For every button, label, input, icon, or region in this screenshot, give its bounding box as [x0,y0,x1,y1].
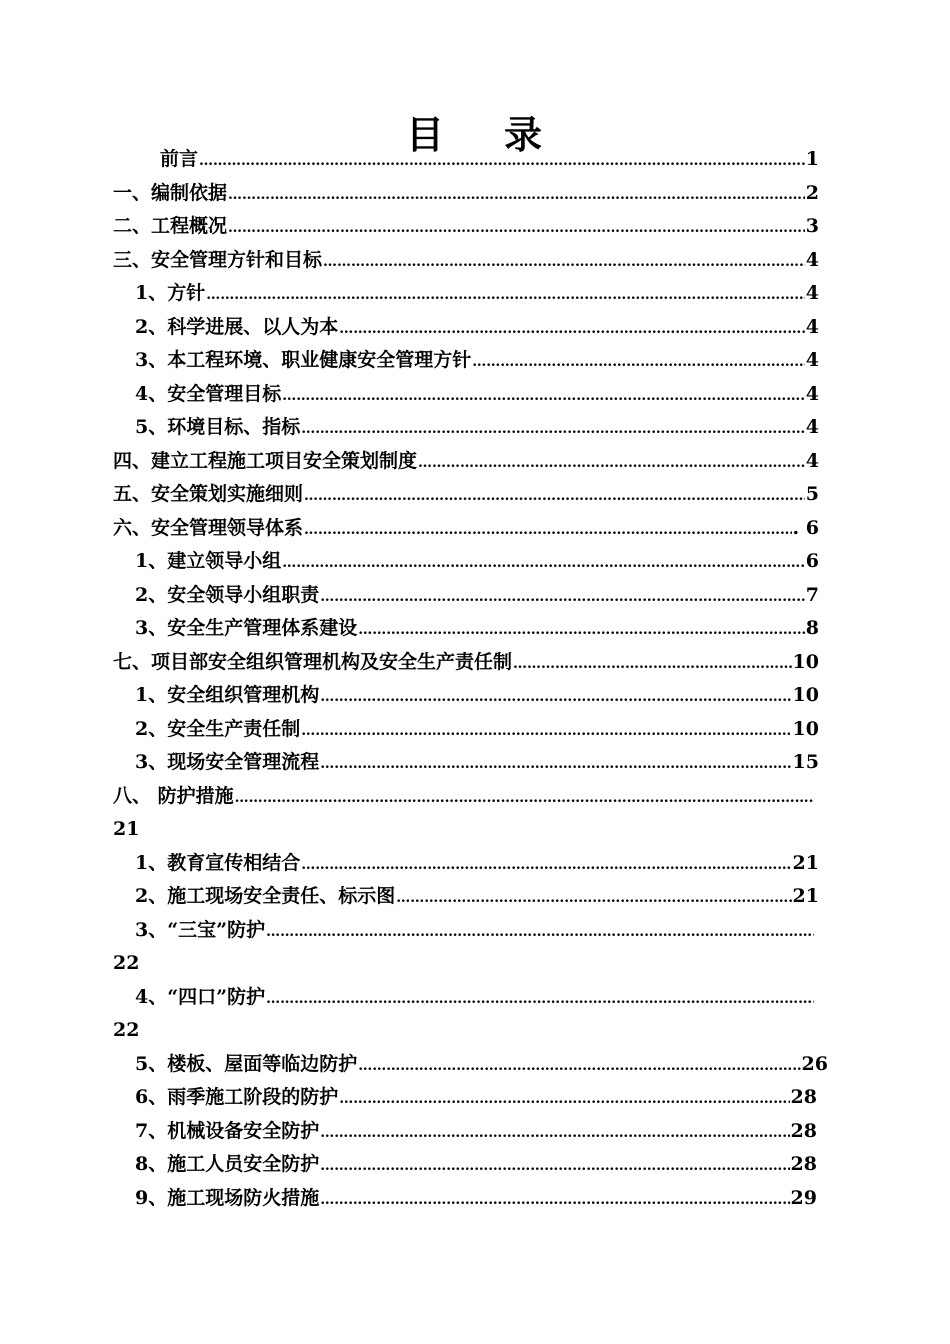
toc-leader [320,1117,789,1151]
toc-label: 五、安全策划实施细则 [113,483,304,505]
toc-page: 2 [805,181,819,204]
toc-entry-section-3-3[interactable] [0,344,950,378]
toc-page: 4 [805,282,819,304]
toc-label: 3、现场安全管理流程 [135,751,320,773]
toc-label: 三、安全管理方针和目标 [113,248,323,271]
toc-leader [339,1083,789,1117]
toc-page: 4 [805,382,819,405]
toc-label: 3、“三宝”防护 [135,918,266,941]
toc-leader [358,614,805,648]
toc-entry-section-8-1[interactable] [0,847,950,881]
toc-label: 1、安全组织管理机构 [135,684,320,706]
toc-entry-section-4[interactable] [0,445,950,479]
toc-page: 15 [792,751,819,773]
toc-leader [304,480,805,514]
toc-leader [320,748,791,782]
toc-leader [228,179,805,213]
toc-entry-section-8-3-page [0,947,950,981]
toc-entry-section-8-4[interactable] [0,981,950,1015]
title-char-1: 目 [405,113,446,157]
toc-label: 八、 防护措施 [113,784,234,807]
toc-page: 4 [805,449,819,472]
toc-page: 7 [805,583,819,606]
title-char-2: 录 [504,113,545,157]
toc-page: 28 [790,1119,817,1142]
toc-entry-section-8-2[interactable] [0,880,950,914]
toc-leader [301,849,791,883]
toc-entry-section-3[interactable] [0,244,950,278]
toc-page: 26 [801,1052,828,1075]
toc-label: 1、方针 [135,282,206,304]
toc-entry-section-8-4-page [0,1014,950,1048]
toc-page: 4 [805,349,819,371]
toc-entry-section-7-2[interactable] [0,713,950,747]
toc-leader [320,681,791,715]
toc-label: 8、施工人员安全防护 [135,1153,320,1175]
toc-label: 9、施工现场防火措施 [135,1186,320,1209]
toc-leader [301,715,791,749]
toc-leader [358,1050,800,1084]
toc-entry-section-8-8[interactable] [0,1148,950,1182]
toc-page: 21 [792,851,819,874]
toc-entry-section-6-2[interactable] [0,579,950,613]
toc-label: 2、科学进展、以人为本 [135,315,339,338]
toc-page: 5 [805,483,819,505]
toc-leader [320,1184,789,1218]
toc-entry-section-8-7[interactable] [0,1115,950,1149]
toc-leader [339,313,805,347]
toc-page: 10 [792,650,819,673]
toc-entry-section-7-1[interactable] [0,679,950,713]
toc-page: 21 [113,818,140,840]
toc-page: 21 [792,885,819,907]
toc-label: 二、工程概况 [113,215,228,237]
toc-page: 28 [790,1153,817,1175]
toc-leader [228,212,805,246]
toc-leader [323,246,805,280]
table-of-contents [0,143,950,1215]
toc-leader [301,413,805,447]
toc-page: 28 [790,1086,817,1108]
toc-label: 3、本工程环境、职业健康安全管理方针 [135,349,472,371]
toc-entry-section-8-3[interactable] [0,914,950,948]
toc-label: 2、施工现场安全责任、标示图 [135,885,396,907]
toc-leader [266,916,814,950]
toc-leader [320,581,805,615]
toc-page: 10 [792,684,819,706]
toc-label: 2、安全生产责任制 [135,717,301,740]
toc-page: 22 [113,952,140,974]
toc-page: 1 [805,148,819,170]
toc-entry-section-8[interactable] [0,780,950,814]
toc-page: 4 [805,416,819,438]
toc-entry-section-7-3[interactable] [0,746,950,780]
toc-label: 一、编制依据 [113,181,228,204]
toc-entry-section-2[interactable] [0,210,950,244]
toc-leader [396,882,791,916]
toc-page: 4 [805,315,819,338]
toc-entry-section-8-6[interactable] [0,1081,950,1115]
toc-entry-section-3-4[interactable] [0,378,950,412]
toc-page: 4 [805,248,819,271]
toc-page: 8 [805,617,819,639]
toc-label: 前言 [160,148,199,170]
toc-page: . 6 [792,516,819,539]
toc-leader [235,782,814,816]
toc-page: 10 [792,717,819,740]
toc-page: 6 [805,550,819,572]
toc-leader [282,380,805,414]
toc-label: 1、建立领导小组 [135,550,282,572]
toc-page: 3 [805,215,819,237]
toc-label: 5、楼板、屋面等临边防护 [135,1052,358,1075]
toc-leader [282,547,805,581]
toc-label: 7、机械设备安全防护 [135,1119,320,1142]
toc-leader [199,145,805,179]
toc-leader [304,514,792,548]
toc-label: 1、教育宣传相结合 [135,851,301,874]
toc-leader [266,983,814,1017]
toc-leader [206,279,805,313]
toc-entry-section-1[interactable] [0,177,950,211]
toc-entry-section-3-2[interactable] [0,311,950,345]
toc-entry-section-8-5[interactable] [0,1048,950,1082]
toc-label: 4、安全管理目标 [135,382,282,405]
toc-leader [513,648,792,682]
toc-leader [418,447,805,481]
toc-label: 6、雨季施工阶段的防护 [135,1086,339,1108]
toc-label: 5、环境目标、指标 [135,416,301,438]
toc-entry-section-8-page [0,813,950,847]
toc-label: 七、项目部安全组织管理机构及安全生产责任制 [113,650,513,673]
toc-entry-section-6-1[interactable] [0,545,950,579]
toc-entry-section-3-1[interactable] [0,277,950,311]
toc-entry-section-7[interactable] [0,646,950,680]
toc-entry-preface[interactable] [0,143,950,177]
toc-page: 22 [113,1019,140,1041]
toc-label: 六、安全管理领导体系 [113,516,304,539]
toc-label: 2、安全领导小组职责 [135,583,320,606]
toc-entry-section-3-5[interactable] [0,411,950,445]
toc-entry-section-6-3[interactable] [0,612,950,646]
toc-label: 四、建立工程施工项目安全策划制度 [113,449,418,472]
toc-entry-section-5[interactable] [0,478,950,512]
toc-leader [472,346,805,380]
toc-entry-section-8-9[interactable] [0,1182,950,1216]
toc-leader [320,1150,789,1184]
toc-label: 4、“四口”防护 [135,985,266,1008]
toc-entry-section-6[interactable] [0,512,950,546]
toc-page: 29 [790,1186,817,1209]
toc-label: 3、安全生产管理体系建设 [135,617,358,639]
